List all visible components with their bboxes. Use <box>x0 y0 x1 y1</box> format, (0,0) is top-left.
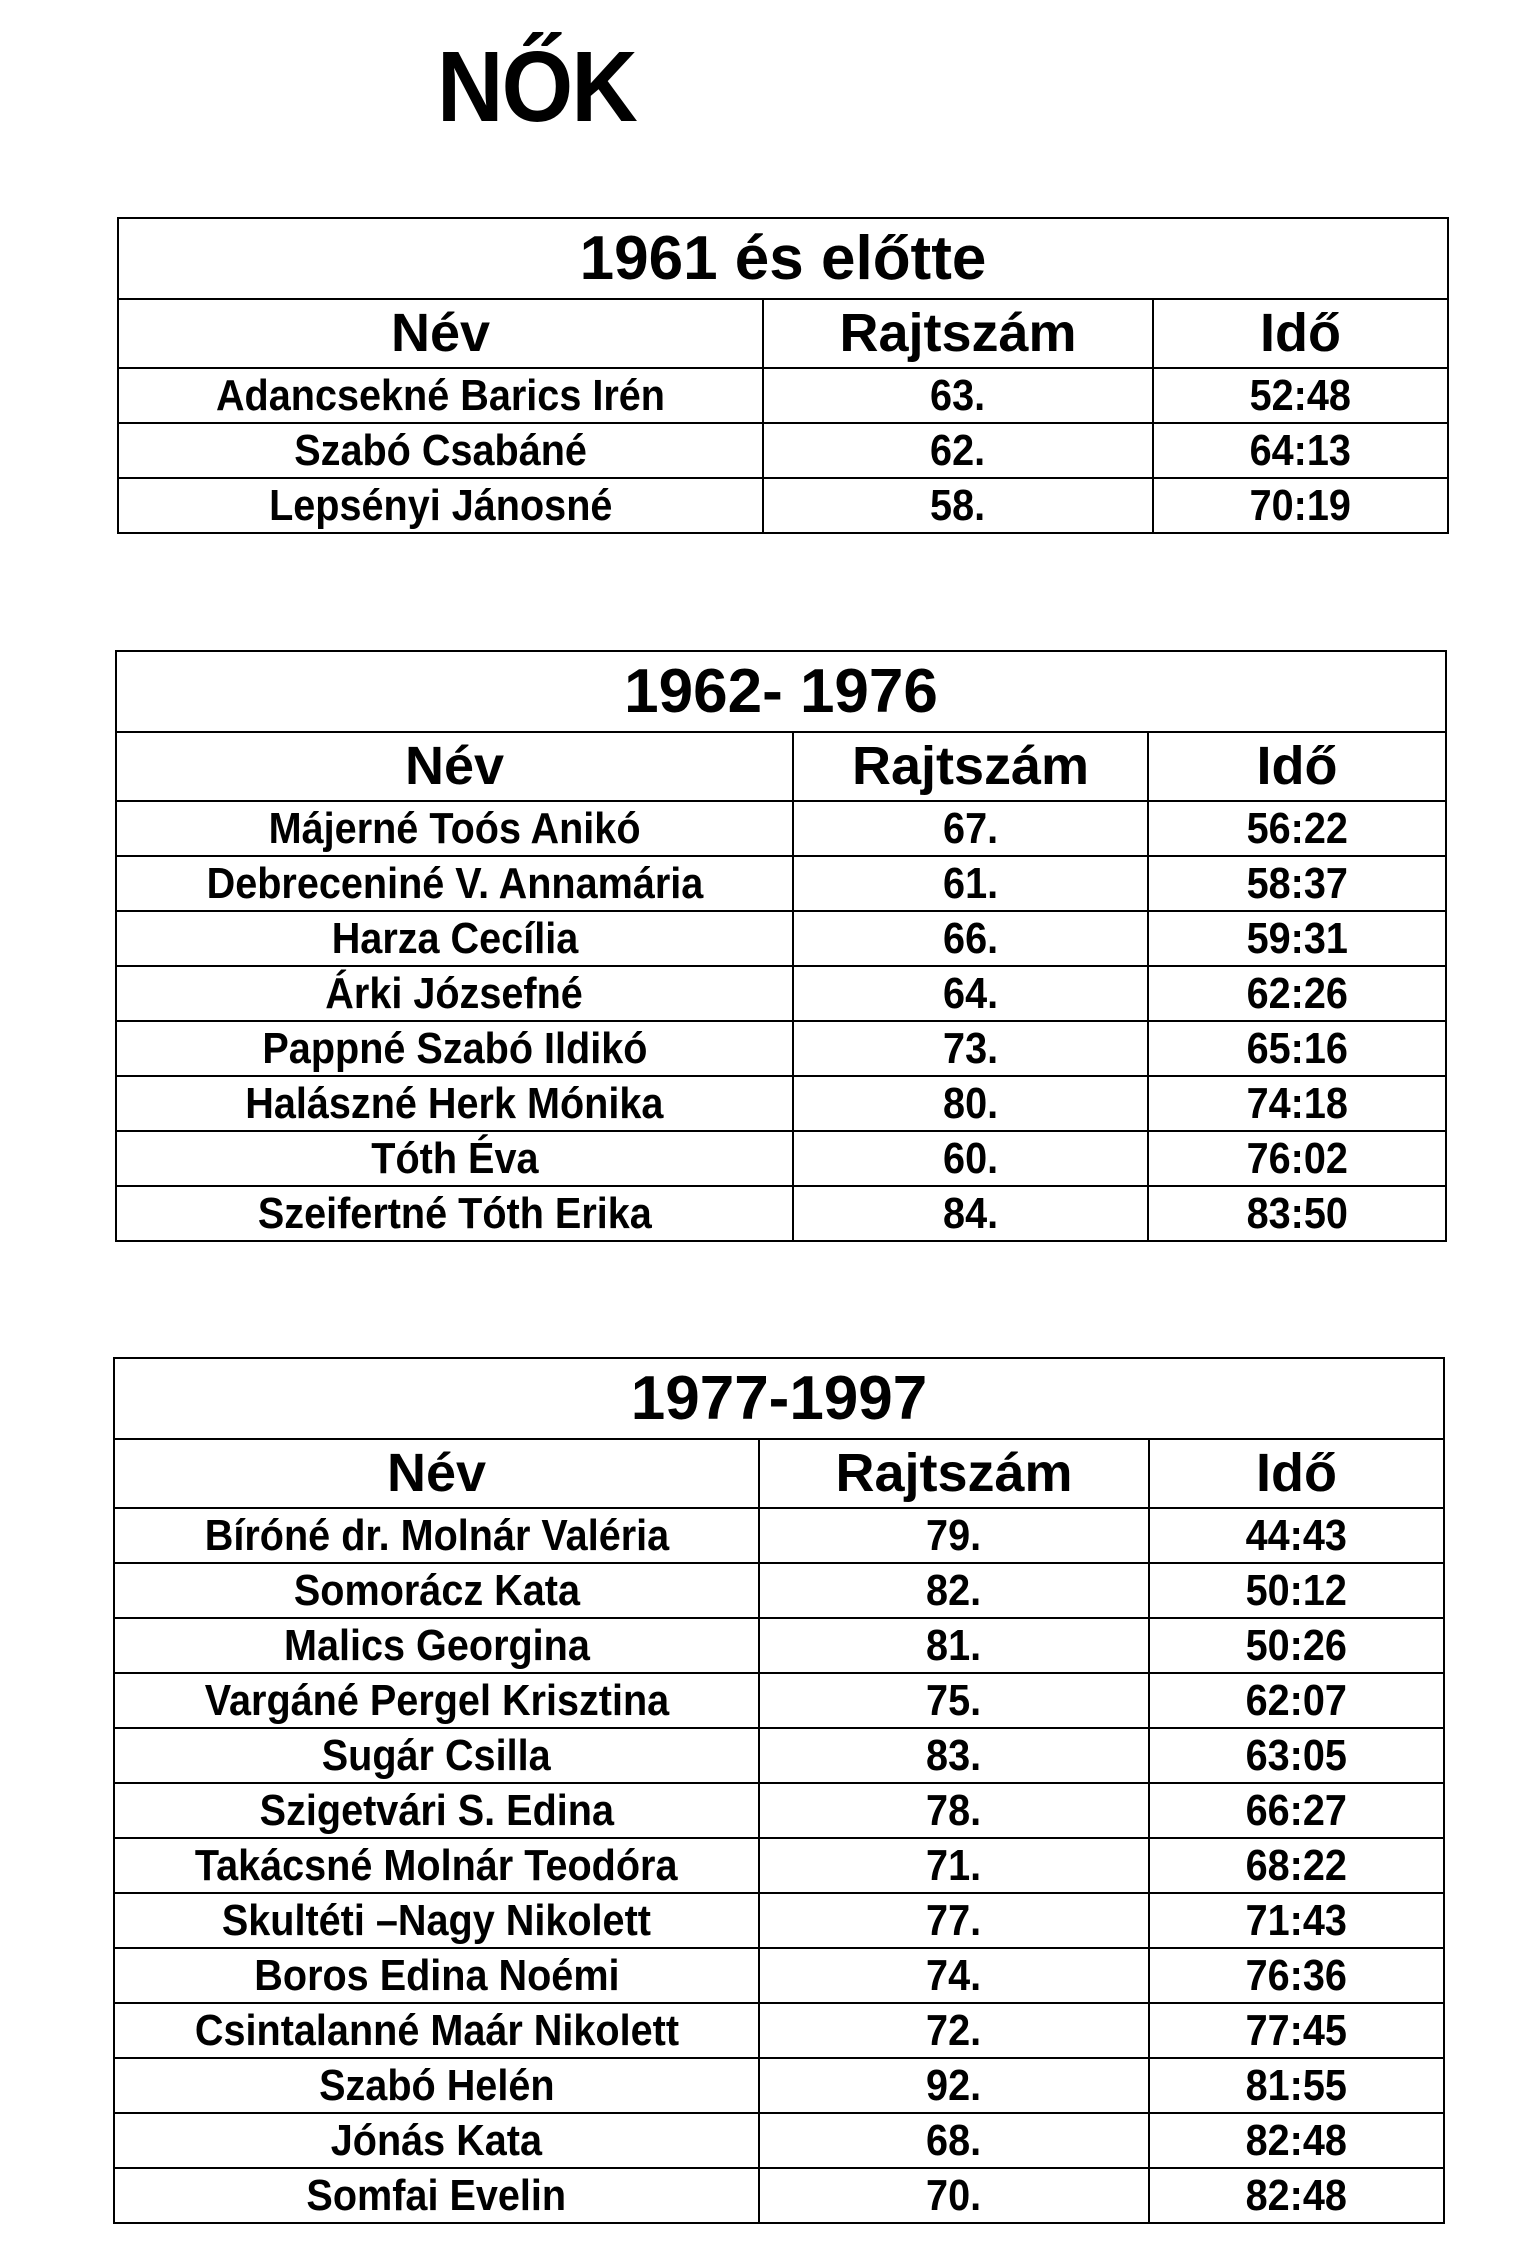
bib-number-cell <box>759 1618 1149 1673</box>
finish-time: 76:36 <box>1245 1951 1348 2000</box>
runner-name-cell <box>116 1021 793 1076</box>
bib-number: 67. <box>942 804 999 853</box>
bib-number: 83. <box>926 1731 982 1780</box>
runner-name: Halászné Herk Mónika <box>245 1079 664 1128</box>
table-row <box>114 1728 1444 1783</box>
runner-name: Csintalanné Maár Nikolett <box>194 2006 679 2055</box>
bib-number-cell <box>793 966 1148 1021</box>
column-header-name: Név <box>116 732 793 801</box>
table-row <box>116 1076 1446 1131</box>
finish-time: 82:48 <box>1245 2116 1348 2165</box>
bib-number-cell <box>759 2058 1149 2113</box>
bib-number: 71. <box>926 1841 982 1890</box>
runner-name-cell <box>114 2168 759 2223</box>
bib-number-cell <box>793 1021 1148 1076</box>
bib-number: 84. <box>942 1189 999 1238</box>
bib-number: 80. <box>942 1079 999 1128</box>
runner-name: Tóth Éva <box>370 1134 539 1183</box>
runner-name-cell <box>114 2058 759 2113</box>
bib-number: 61. <box>942 859 999 908</box>
bib-number-cell <box>759 1948 1149 2003</box>
runner-name: Szabó Csabáné <box>294 426 587 475</box>
table-row <box>114 2168 1444 2223</box>
table-row <box>116 1021 1446 1076</box>
finish-time-cell <box>1148 801 1446 856</box>
column-header-time: Idő <box>1148 732 1446 801</box>
bib-number: 74. <box>926 1951 982 2000</box>
finish-time: 76:02 <box>1246 1134 1348 1183</box>
runner-name: Jónás Kata <box>330 2116 543 2165</box>
finish-time: 59:31 <box>1246 914 1348 963</box>
bib-number-cell <box>793 1131 1148 1186</box>
runner-name-cell <box>114 1563 759 1618</box>
finish-time-cell <box>1153 478 1448 533</box>
runner-name: Malics Georgina <box>283 1621 590 1670</box>
finish-time-cell <box>1148 911 1446 966</box>
runner-name: Vargáné Pergel Krisztina <box>204 1676 669 1725</box>
finish-time: 64:13 <box>1249 426 1352 475</box>
finish-time-cell <box>1148 1186 1446 1241</box>
runner-name-cell <box>116 856 793 911</box>
finish-time: 71:43 <box>1245 1896 1348 1945</box>
bib-number-cell <box>763 423 1153 478</box>
finish-time-cell <box>1149 1618 1444 1673</box>
finish-time: 62:07 <box>1245 1676 1348 1725</box>
bib-number-cell <box>759 1508 1149 1563</box>
table-row <box>114 2113 1444 2168</box>
bib-number: 68. <box>926 2116 982 2165</box>
bib-number-cell <box>763 368 1153 423</box>
runner-name-cell <box>116 801 793 856</box>
bib-number-cell <box>759 1728 1149 1783</box>
bib-number-cell <box>759 1563 1149 1618</box>
bib-number: 63. <box>930 371 986 420</box>
table-row <box>114 1508 1444 1563</box>
finish-time: 83:50 <box>1246 1189 1348 1238</box>
runner-name: Szabó Helén <box>318 2061 555 2110</box>
finish-time: 65:16 <box>1246 1024 1348 1073</box>
finish-time-cell <box>1149 2113 1444 2168</box>
runner-name: Boros Edina Noémi <box>253 1951 620 2000</box>
bib-number: 78. <box>926 1786 982 1835</box>
runner-name-cell <box>114 1728 759 1783</box>
runner-name-cell <box>118 478 763 533</box>
runner-name-cell <box>116 1131 793 1186</box>
table-row <box>116 801 1446 856</box>
runner-name-cell <box>116 911 793 966</box>
finish-time: 58:37 <box>1246 859 1348 908</box>
bib-number-cell <box>759 2168 1149 2223</box>
finish-time: 52:48 <box>1249 371 1352 420</box>
bib-number: 64. <box>942 969 999 1018</box>
table-row <box>118 423 1448 478</box>
runner-name-cell <box>114 2113 759 2168</box>
finish-time-cell <box>1149 1563 1444 1618</box>
column-header-number: Rajtszám <box>763 299 1153 368</box>
table-row <box>114 1783 1444 1838</box>
runner-name: Szigetvári S. Edina <box>259 1786 614 1835</box>
bib-number-cell <box>759 2003 1149 2058</box>
runner-name: Skultéti –Nagy Nikolett <box>221 1896 652 1945</box>
group-rows <box>118 368 1448 533</box>
finish-time-cell <box>1153 368 1448 423</box>
column-header-number: Rajtszám <box>759 1439 1149 1508</box>
table-row <box>114 1563 1444 1618</box>
bib-number-cell <box>793 1186 1148 1241</box>
table-row <box>116 1131 1446 1186</box>
table-row <box>116 1186 1446 1241</box>
runner-name: Somorácz Kata <box>293 1566 580 1615</box>
bib-number-cell <box>793 801 1148 856</box>
finish-time-cell <box>1149 1508 1444 1563</box>
finish-time-cell <box>1153 423 1448 478</box>
runner-name-cell <box>114 1783 759 1838</box>
group-heading: 1977-1997 <box>114 1358 1444 1439</box>
finish-time-cell <box>1149 1948 1444 2003</box>
table-row <box>114 1948 1444 2003</box>
finish-time-cell <box>1148 1131 1446 1186</box>
finish-time-cell <box>1149 1893 1444 1948</box>
finish-time-cell <box>1149 2168 1444 2223</box>
column-header-name: Név <box>114 1439 759 1508</box>
runner-name-cell <box>118 423 763 478</box>
finish-time: 66:27 <box>1245 1786 1348 1835</box>
column-header-time: Idő <box>1149 1439 1444 1508</box>
table-row <box>116 856 1446 911</box>
bib-number-cell <box>793 856 1148 911</box>
bib-number: 60. <box>942 1134 999 1183</box>
runner-name: Takácsné Molnár Teodóra <box>195 1841 678 1890</box>
runner-name-cell <box>114 1838 759 1893</box>
runner-name: Sugár Csilla <box>322 1731 551 1780</box>
runner-name: Szeifertné Tóth Erika <box>257 1189 652 1238</box>
finish-time: 68:22 <box>1245 1841 1348 1890</box>
finish-time: 56:22 <box>1246 804 1348 853</box>
bib-number: 70. <box>926 2171 982 2220</box>
finish-time-cell <box>1149 2058 1444 2113</box>
bib-number-cell <box>793 1076 1148 1131</box>
table-row <box>116 966 1446 1021</box>
bib-number-cell <box>759 1783 1149 1838</box>
runner-name: Pappné Szabó Ildikó <box>261 1024 648 1073</box>
group-rows <box>116 801 1446 1241</box>
runner-name-cell <box>114 1948 759 2003</box>
finish-time-cell <box>1148 966 1446 1021</box>
finish-time-cell <box>1148 856 1446 911</box>
bib-number-cell <box>759 1673 1149 1728</box>
runner-name-cell <box>116 1076 793 1131</box>
table-row <box>118 368 1448 423</box>
runner-name-cell <box>114 1893 759 1948</box>
runner-name-cell <box>118 368 763 423</box>
runner-name-cell <box>116 1186 793 1241</box>
finish-time: 70:19 <box>1249 481 1352 530</box>
table-row <box>114 1838 1444 1893</box>
runner-name: Lepsényi Jánosné <box>268 481 613 530</box>
runner-name-cell <box>114 1618 759 1673</box>
runner-name: Bíróné dr. Molnár Valéria <box>204 1511 669 1560</box>
finish-time: 50:26 <box>1245 1621 1348 1670</box>
runner-name-cell <box>114 2003 759 2058</box>
runner-name: Debreceniné V. Annamária <box>206 859 703 908</box>
bib-number: 62. <box>930 426 986 475</box>
bib-number: 81. <box>926 1621 982 1670</box>
runner-name-cell <box>114 1508 759 1563</box>
bib-number: 79. <box>926 1511 982 1560</box>
group-heading: 1961 és előtte <box>118 218 1448 299</box>
runner-name: Somfai Evelin <box>306 2171 567 2220</box>
finish-time: 50:12 <box>1245 1566 1348 1615</box>
finish-time: 82:48 <box>1245 2171 1348 2220</box>
finish-time: 44:43 <box>1245 1511 1348 1560</box>
table-row <box>116 911 1446 966</box>
runner-name-cell <box>114 1673 759 1728</box>
finish-time: 81:55 <box>1245 2061 1348 2110</box>
finish-time: 74:18 <box>1246 1079 1348 1128</box>
bib-number-cell <box>763 478 1153 533</box>
bib-number: 77. <box>926 1896 982 1945</box>
runner-name: Adancsekné Barics Irén <box>215 371 666 420</box>
bib-number-cell <box>793 911 1148 966</box>
bib-number-cell <box>759 1893 1149 1948</box>
finish-time: 63:05 <box>1245 1731 1348 1780</box>
bib-number: 73. <box>942 1024 999 1073</box>
finish-time: 77:45 <box>1245 2006 1348 2055</box>
finish-time-cell <box>1148 1021 1446 1076</box>
table-row <box>118 478 1448 533</box>
bib-number: 92. <box>926 2061 982 2110</box>
finish-time: 62:26 <box>1246 969 1348 1018</box>
runner-name: Májerné Toós Anikó <box>268 804 641 853</box>
finish-time-cell <box>1148 1076 1446 1131</box>
bib-number-cell <box>759 2113 1149 2168</box>
finish-time-cell <box>1149 1728 1444 1783</box>
runner-name-cell <box>116 966 793 1021</box>
results-table-group-3 <box>113 1357 1445 2224</box>
table-row <box>114 1673 1444 1728</box>
finish-time-cell <box>1149 1673 1444 1728</box>
finish-time-cell <box>1149 1783 1444 1838</box>
group-rows <box>114 1508 1444 2223</box>
bib-number: 66. <box>942 914 999 963</box>
bib-number: 82. <box>926 1566 982 1615</box>
column-header-time: Idő <box>1153 299 1448 368</box>
bib-number: 75. <box>926 1676 982 1725</box>
runner-name: Árki Józsefné <box>325 969 584 1018</box>
results-table-group-2 <box>115 650 1447 1242</box>
page-title: NŐK <box>437 31 636 143</box>
table-row <box>114 2003 1444 2058</box>
group-heading: 1962- 1976 <box>116 651 1446 732</box>
bib-number: 58. <box>930 481 986 530</box>
finish-time-cell <box>1149 2003 1444 2058</box>
finish-time-cell <box>1149 1838 1444 1893</box>
bib-number-cell <box>759 1838 1149 1893</box>
bib-number: 72. <box>926 2006 982 2055</box>
table-row <box>114 1618 1444 1673</box>
table-row <box>114 1893 1444 1948</box>
runner-name: Harza Cecília <box>331 914 578 963</box>
results-table-group-1 <box>117 217 1449 534</box>
table-row <box>114 2058 1444 2113</box>
column-header-number: Rajtszám <box>793 732 1148 801</box>
column-header-name: Név <box>118 299 763 368</box>
